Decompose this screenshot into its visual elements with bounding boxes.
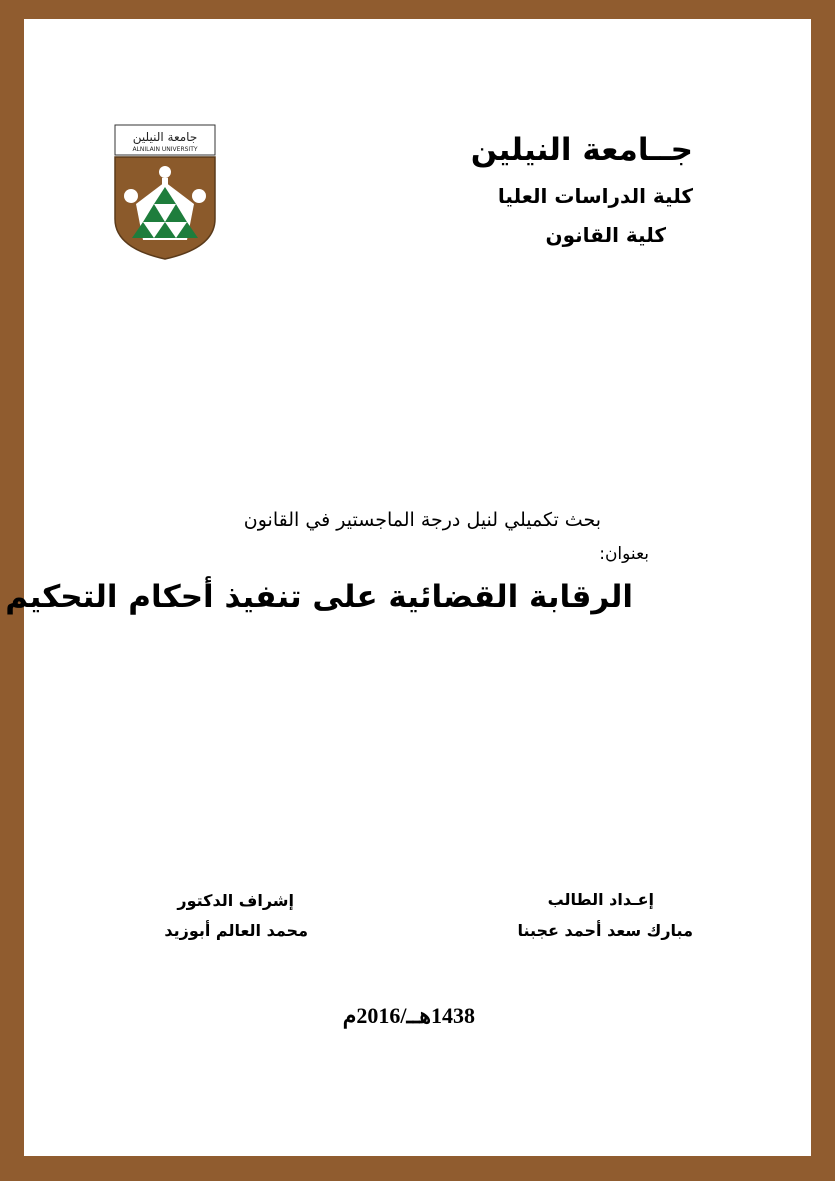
title-label: بعنوان:: [599, 544, 649, 564]
student-name: مبارك سعد أحمد عجبنا: [517, 921, 693, 940]
university-logo: [114, 124, 216, 260]
thesis-title: الرقابة القضائية على تنفيذ أحكام التحكيم: [5, 579, 633, 615]
supervisor-label: إشراف الدكتور: [177, 891, 294, 910]
degree-statement: بحث تكميلي لنيل درجة الماجستير في القانون: [243, 509, 601, 531]
logo-arabic-name: جامعة النيلين: [132, 130, 198, 144]
document-page: [5, 19, 811, 1156]
logo-english-name: ALNILAIN UNIVERSITY: [132, 146, 198, 153]
university-name: جــامعة النيلين: [470, 132, 693, 168]
faculty-law: كلية القانون: [545, 223, 666, 247]
date: 1438هــ/2016م: [342, 1003, 475, 1028]
supervisor-name: محمد العالم أبوزيد: [164, 921, 308, 940]
student-label: إعـداد الطالب: [547, 890, 654, 909]
faculty-postgraduate: كلية الدراسات العليا: [497, 184, 693, 208]
